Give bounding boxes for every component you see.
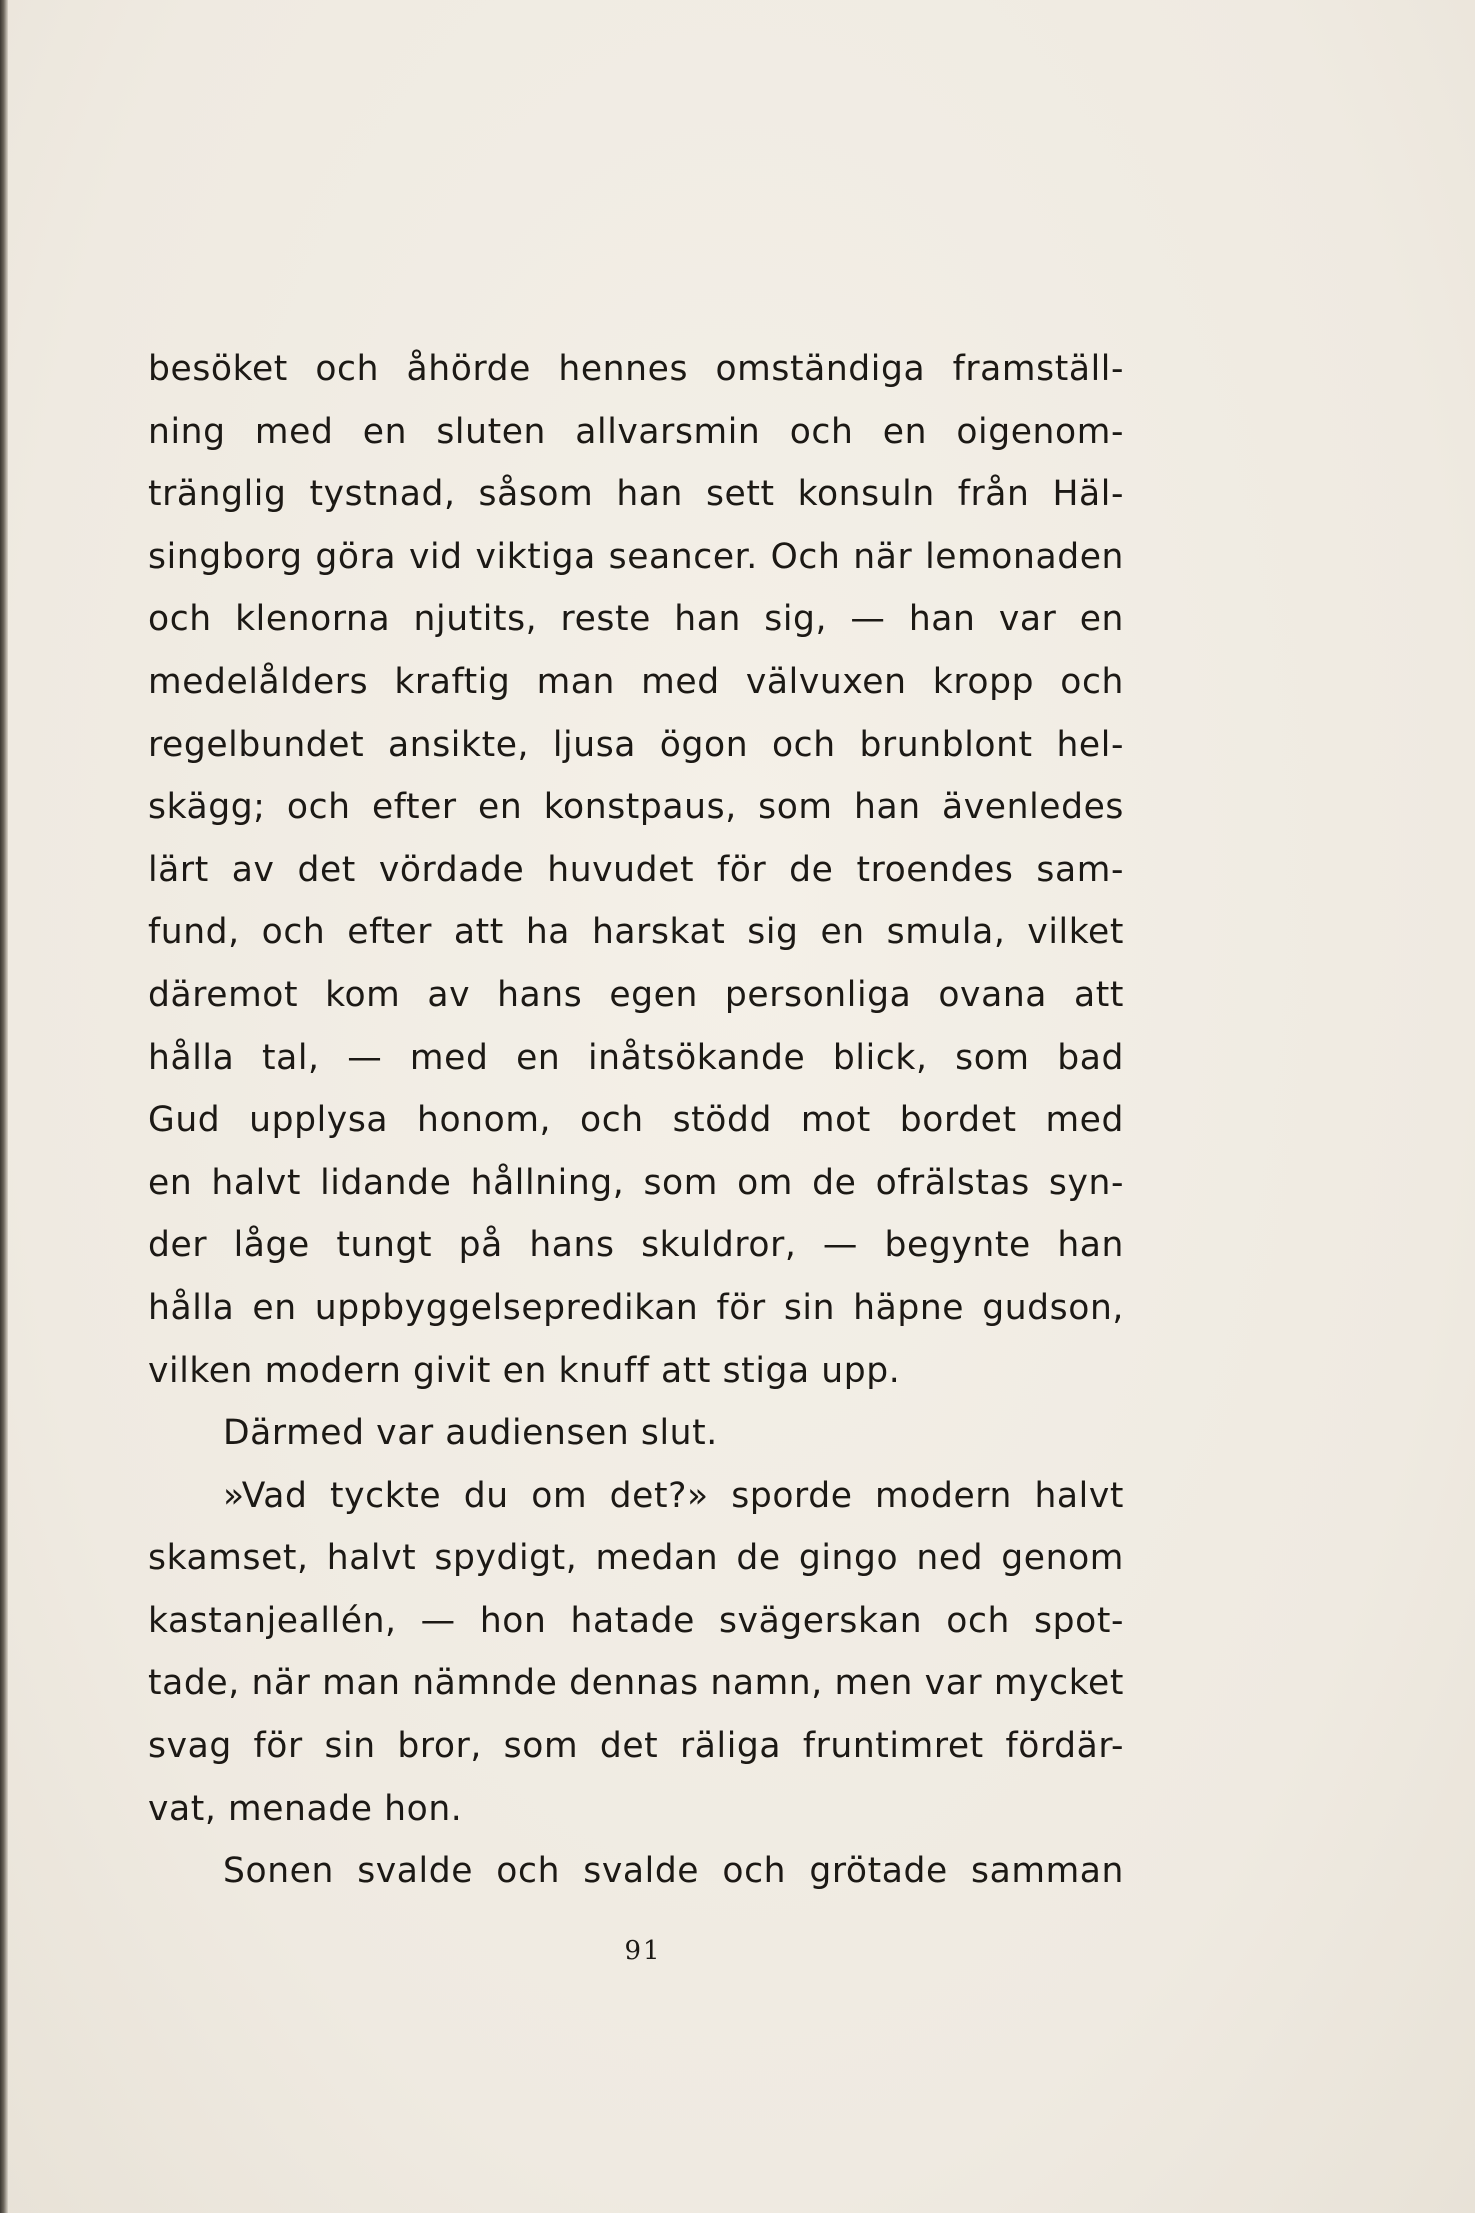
text-line: besöket och åhörde hennes omständiga framställ- <box>148 349 1124 389</box>
text-line: tränglig tystnad, såsom han sett konsuln från Häl- <box>148 474 1124 515</box>
text-line: lärt av det vördade huvudet för de troendes sam- <box>148 849 1124 890</box>
text-line: »Vad tyckte du om det?» sporde modern halvt <box>223 1475 1124 1516</box>
text-line: vat, menade hon. <box>148 1788 463 1829</box>
text-line: singborg göra vid viktiga seancer. Och när lemonaden <box>148 536 1124 577</box>
text-line: tade, när man nämnde dennas namn, men var mycket <box>148 1663 1124 1704</box>
text-line: svag för sin bror, som det räliga fruntimret fördär- <box>148 1726 1124 1767</box>
text-line: skamset, halvt spydigt, medan de gingo ned genom <box>148 1538 1124 1579</box>
text-line: hålla tal, — med en inåtsökande blick, som bad <box>148 1037 1124 1078</box>
text-line: däremot kom av hans egen personliga ovana att <box>148 974 1124 1015</box>
text-line: ning med en sluten allvarsmin och en oigenom- <box>148 411 1124 452</box>
text-line: Sonen svalde och svalde och grötade samman <box>223 1851 1124 1892</box>
page-edge-shadow <box>0 0 8 2213</box>
text-line: kastanjeallén, — hon hatade svägerskan och spot- <box>148 1600 1124 1641</box>
body-text <box>148 338 1124 1903</box>
text-line: der låge tungt på hans skuldror, — begynte han <box>148 1225 1124 1266</box>
page-number: 91 <box>624 1936 662 1966</box>
text-line: hålla en uppbyggelsepredikan för sin häpne gudson, <box>148 1287 1124 1328</box>
text-line: medelålders kraftig man med välvuxen kropp och <box>148 661 1124 702</box>
text-line: fund, och efter att ha harskat sig en smula, vilket <box>148 912 1124 953</box>
text-line: och klenorna njutits, reste han sig, — han var en <box>148 599 1124 640</box>
text-line: Gud upplysa honom, och stödd mot bordet med <box>148 1100 1124 1141</box>
text-line: regelbundet ansikte, ljusa ögon och brunblont hel- <box>148 724 1124 765</box>
text-line: Därmed var audiensen slut. <box>223 1413 718 1454</box>
text-line: en halvt lidande hållning, som om de ofrälstas syn- <box>148 1162 1124 1203</box>
text-line: vilken modern givit en knuff att stiga upp. <box>148 1350 901 1391</box>
text-line: skägg; och efter en konstpaus, som han ävenledes <box>148 787 1124 828</box>
